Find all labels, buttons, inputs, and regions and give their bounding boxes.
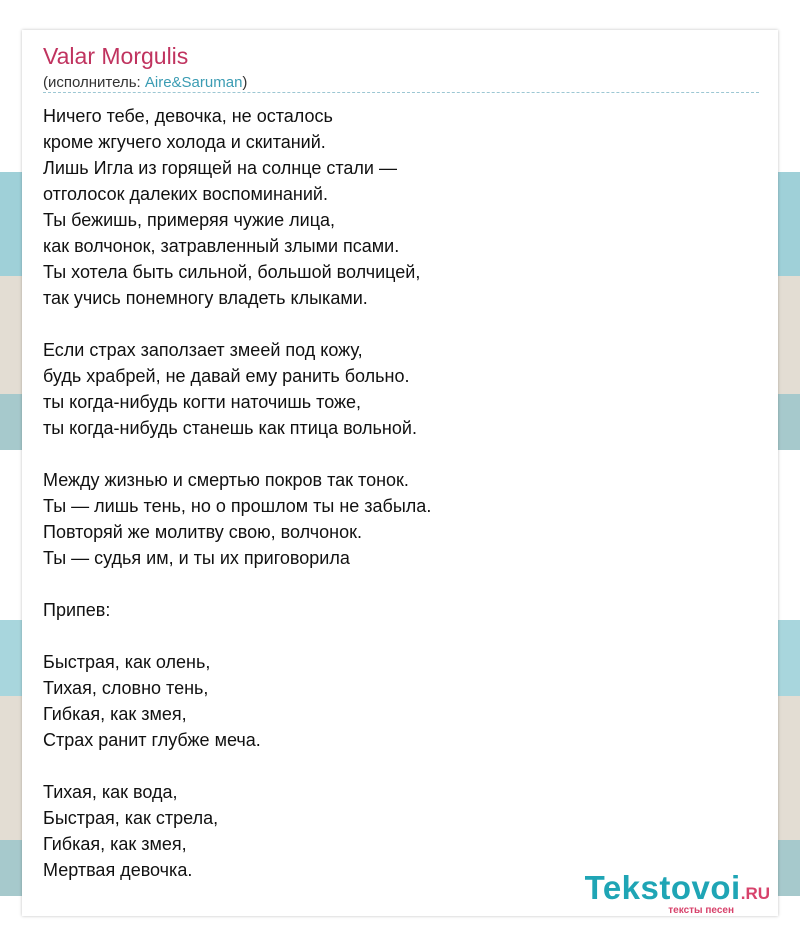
lyrics-line: Гибкая, как змея, (43, 704, 187, 724)
lyrics-card (22, 30, 778, 916)
lyrics-line: Страх ранит глубже меча. (43, 730, 261, 750)
lyrics-line: ты когда-нибудь когти наточишь тоже, (43, 392, 362, 412)
artist-line (43, 74, 247, 91)
lyrics-line: Ты бежишь, примеряя чужие лица, (43, 210, 336, 230)
lyrics-line: Быстрая, как стрела, (43, 808, 219, 828)
lyrics-line: Быстрая, как олень, (43, 652, 211, 672)
lyrics-line: так учись понемногу владеть клыками. (43, 288, 368, 308)
lyrics-line: будь храбрей, не давай ему ранить больно. (43, 366, 410, 386)
title-divider (43, 92, 759, 93)
artist-prefix: (исполнитель: (43, 74, 145, 91)
lyrics-blank-line (43, 311, 743, 337)
lyrics-line: Припев: (43, 600, 111, 620)
site-logo[interactable] (584, 869, 770, 916)
lyrics-body (43, 103, 743, 883)
lyrics-line: Гибкая, как змея, (43, 834, 187, 854)
song-title: Valar Morgulis (43, 43, 189, 69)
artist-suffix: ) (242, 74, 248, 91)
lyrics-line: Лишь Игла из горящей на солнце стали — (43, 158, 397, 178)
lyrics-line: ты когда-нибудь станешь как птица вольной. (43, 418, 417, 438)
lyrics-line: Ты — судья им, и ты их приговорила (43, 548, 350, 568)
lyrics-line: Ничего тебе, девочка, не осталось (43, 106, 333, 126)
lyrics-line: Тихая, словно тень, (43, 678, 209, 698)
logo-domain: .RU (740, 884, 770, 903)
lyrics-line: Если страх заползает змеей под кожу, (43, 340, 363, 360)
lyrics-blank-line (43, 753, 743, 779)
lyrics-line: Между жизнью и смертью покров так тонок. (43, 470, 409, 490)
logo-wordmark: Tekstovoi (584, 869, 741, 906)
lyrics-line: кроме жгучего холода и скитаний. (43, 132, 326, 152)
artist-link[interactable]: Aire&Saruman (144, 74, 243, 91)
lyrics-line: Мертвая девочка. (43, 860, 193, 880)
lyrics-blank-line (43, 441, 743, 467)
lyrics-line: Тихая, как вода, (43, 782, 178, 802)
lyrics-blank-line (43, 571, 743, 597)
logo-tagline: тексты песен (668, 905, 734, 916)
lyrics-line: отголосок далеких воспоминаний. (43, 184, 328, 204)
lyrics-line: как волчонок, затравленный злыми псами. (43, 236, 400, 256)
lyrics-line: Ты хотела быть сильной, большой волчицей, (43, 262, 421, 282)
lyrics-line: Повторяй же молитву свою, волчонок. (43, 522, 362, 542)
lyrics-blank-line (43, 623, 743, 649)
lyrics-line: Ты — лишь тень, но о прошлом ты не забыла. (43, 496, 432, 516)
